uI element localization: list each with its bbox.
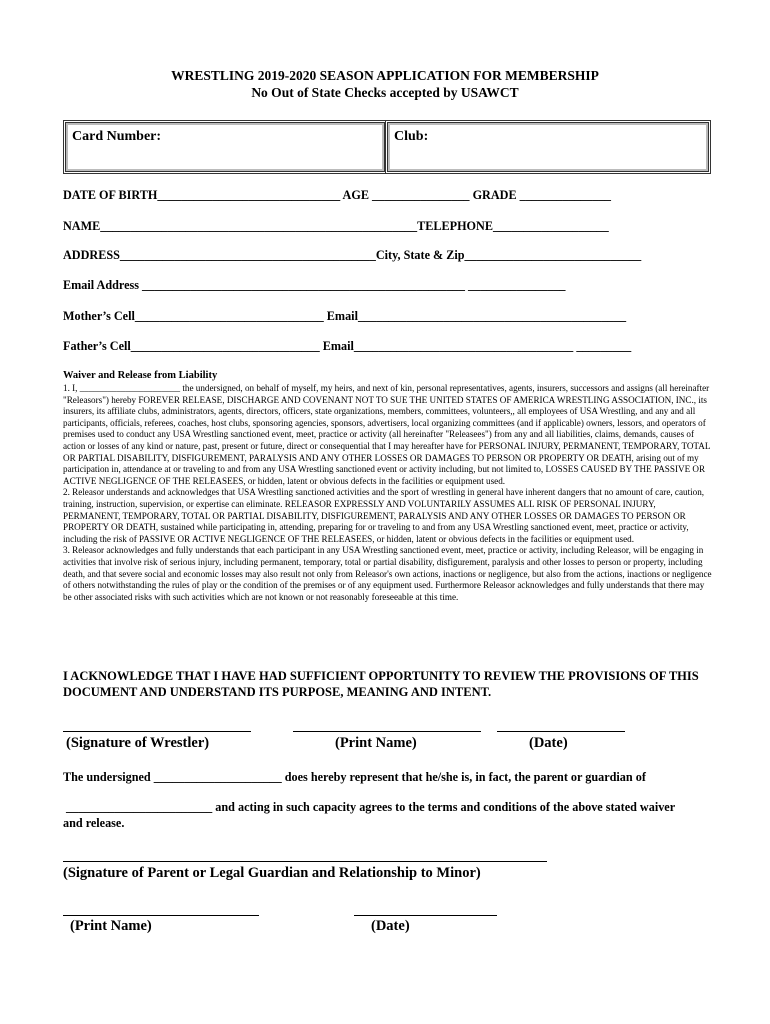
mother-cell-field[interactable]: Mother’s Cell_______________________________ Email____________________________________________ — [63, 309, 627, 323]
parent-agreement-end: and release. — [63, 816, 125, 830]
date-label: (Date) — [529, 735, 568, 751]
waiver-paragraph-2: 2. Releasor understands and acknowledges that USA Wrestling sanctioned activities and the sport of wrestling in general have inherent dangers that no amount of care, caution, training, instruction, supervision, or expertise can eliminate. RELEASOR EXPRESSLY AND VOLUNTARILY ASSUMES ALL RISK OF PERSONAL INJURY, PERMANENT, TEMPORARY, TOTAL OR PARTIAL DISABILITY, DISFIGUREMENT, PARALYSIS AND ANY OTHER LOSSES OR DAMAGES TO PERSON OR PROPERTY OR DEATH, sustained while participating in, attending, preparing for or traveling to and from any USA Wrestling sanctioned event, meet, practice or activity, including the risk of PASSIVE OR ACTIVE NEGLIGENCE OF THE RELEASEES, or hidden, latent or obvious defects in the facilities or equipment used. — [63, 487, 705, 544]
card-number-box[interactable] — [63, 120, 387, 174]
form-title: WRESTLING 2019-2020 SEASON APPLICATION FOR MEMBERSHIP — [171, 68, 599, 83]
club-label: Club: — [394, 129, 429, 144]
address-field[interactable]: ADDRESS__________________________________________City, State & Zip_____________________________ — [63, 248, 642, 262]
parent-print-name-label: (Print Name) — [70, 918, 152, 934]
dob-age-grade-field[interactable]: DATE OF BIRTH______________________________ AGE ________________ GRADE _______________ — [63, 188, 612, 202]
waiver-text — [63, 383, 713, 603]
waiver-title: Waiver and Release from Liability — [63, 370, 218, 381]
print-name-label: (Print Name) — [335, 735, 417, 751]
parent-date-line[interactable] — [354, 915, 497, 916]
parent-agreement-line[interactable]: ________________________ and acting in such capacity agrees to the terms and conditions of the above stated waiver — [66, 800, 676, 814]
wrestler-signature-label: (Signature of Wrestler) — [66, 735, 210, 751]
acknowledgement-statement: I ACKNOWLEDGE THAT I HAVE HAD SUFFICIENT OPPORTUNITY TO REVIEW THE PROVISIONS OF THIS DOCUMENT AND UNDERSTAND ITS PURPOSE, MEANING AND INTENT. — [63, 669, 699, 699]
club-box[interactable] — [385, 120, 711, 174]
parent-date-label: (Date) — [371, 918, 410, 934]
print-name-line[interactable] — [293, 731, 481, 732]
father-cell-field[interactable]: Father’s Cell_______________________________ Email____________________________________ _________ — [63, 339, 632, 353]
parent-print-name-line[interactable] — [63, 915, 259, 916]
name-telephone-field[interactable]: NAME____________________________________________________TELEPHONE___________________ — [63, 219, 609, 233]
date-line[interactable] — [497, 731, 625, 732]
form-subtitle: No Out of State Checks accepted by USAWCT — [251, 85, 519, 100]
waiver-paragraph-1: 1. I, ______________________ the undersigned, on behalf of myself, my heirs, and next of kin, personal representatives, agents, insurers, successors and assigns (all hereinafter "Releasors") hereby FOREVER RELEASE, DISCHARGE AND COVENANT NOT TO SUE THE UNITED STATES OF AMERICA WRESTLING ASSOCIATION, INC., its insurers, its affiliate clubs, administrators, agents, directors, officers, state organizations, members, committees, volunteers,, all employees of USA Wrestling, and any and all participants, officials, referees, coaches, host clubs, sponsoring agencies, sponsors, advertisers, local organizing committees (and if applicable) owners, lessors, and operators of premises used to conduct any USA Wrestling sanctioned event, meet, practice or activity (all hereinafter "Releasees") from any and all liabilities, claims, demands, causes of action or losses of any kind or nature, past, present or future, direct or consequential that I may hereafter have for PERSONAL INJURY, PERMANENT, TEMPORARY, TOTAL OR PARTIAL DISABILITY, DISFIGUREMENT, PARALYSIS AND ANY OTHER LOSSES OR DAMAGES TO PERSON OR PROPERTY OR DEATH, arising out of my participation in, attendance at or traveling to and from any USA Wrestling sanctioned event or activity including, but not limited to, LOSSES CAUSED BY THE PASSIVE OR ACTIVE NEGLIGENCE OF THE RELEASEES, or hidden, latent or obvious defects in the facilities or equipment used. — [63, 383, 711, 486]
waiver-paragraph-3: 3. Releasor acknowledges and fully understands that each participant in any USA Wrestling sanctioned event, meet, practice or activity, including Releasor, will be engaging in activities that involve risk of serious injury, including permanent, temporary, total or partial disability, disfigurement, paralysis and other losses to person or property, including death, and that severe social and economic losses may also result not only from Releasor's own actions, inactions or negligence, but also from the actions, inactions or negligence of others notwithstanding the rules of play or the condition of the premises or of any equipment used. Furthermore Releasor acknowledges and fully understands that there may be other associated risks with such activities which are not known or not reasonably foreseeable at this time. — [63, 545, 712, 602]
wrestler-signature-line[interactable] — [63, 731, 251, 732]
parent-signature-line[interactable] — [63, 861, 547, 862]
email-field[interactable]: Email Address _____________________________________________________ ________________ — [63, 278, 566, 292]
card-number-label: Card Number: — [72, 129, 162, 144]
parent-representation-line[interactable]: The undersigned _____________________ does hereby represent that he/she is, in fact, the parent or guardian of — [63, 770, 646, 784]
parent-signature-label: (Signature of Parent or Legal Guardian and Relationship to Minor) — [63, 865, 481, 881]
